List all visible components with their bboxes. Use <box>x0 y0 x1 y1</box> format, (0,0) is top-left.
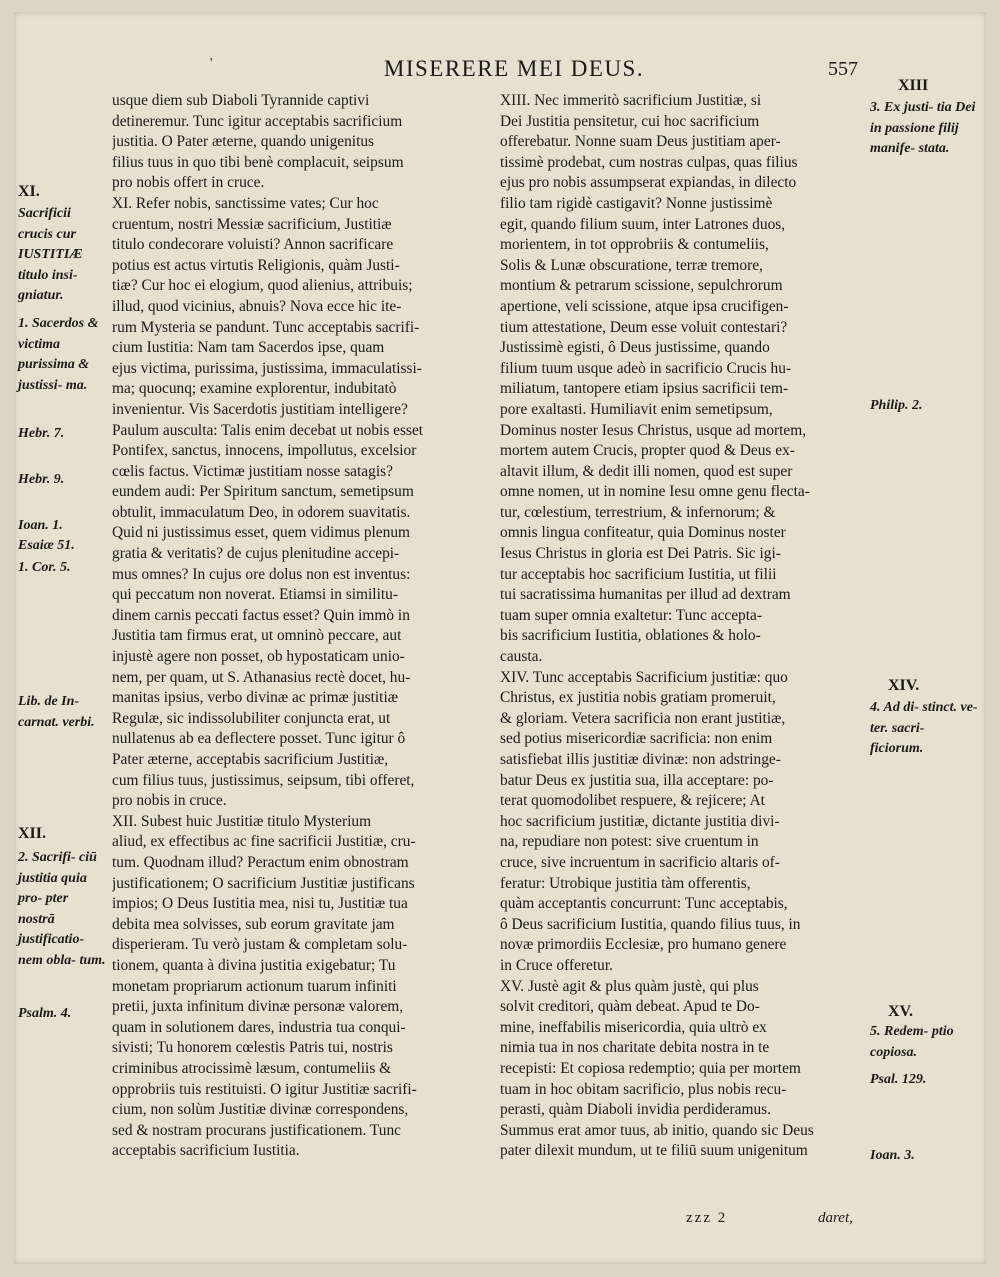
text-line: tur acceptabis hoc sacrificium Iustitia, ut filii <box>500 565 777 583</box>
text-line: Pater æterne, acceptabis sacrificium Justitiæ, <box>112 751 389 768</box>
text-line: omnis lingua confiteatur, quia Dominus noster <box>500 524 786 542</box>
text-line: illud, quod vicinius, abnuis? Nova ecce hic ite- <box>112 297 402 315</box>
text-line: ô Deus sacrificium Iustitia, quando filius tuus, in <box>500 915 801 933</box>
text-line: Christus, ex justitia nobis gratiam promeruit, <box>500 689 776 707</box>
margin-note-justitia: 2. Sacrifi- ciū justitia quia pro- pter nostrā justificatio- nem obla- tum. <box>18 850 106 968</box>
text-line: eundem audi: Per Spiritum sanctum, semetipsum <box>112 483 414 501</box>
text-line: sed & nostram procurans justificationem. Tunc <box>112 1121 401 1139</box>
text-line: filio tam rigidè castigavit? Nonne justissimè <box>500 194 773 212</box>
text-line: Dominus noster Iesus Christus, usque ad mortem, <box>500 421 807 439</box>
signature-mark: zzz 2 <box>686 1210 728 1226</box>
text-line: invenientur. Vis Sacerdotis justitiam intelligere? <box>112 400 408 418</box>
text-line: pro nobis in cruce. <box>112 792 227 810</box>
margin-numeral-xiv: XIV. <box>888 677 920 694</box>
text-line: nem, per quam, ut S. Athanasius rectè docet, hu- <box>112 668 411 686</box>
text-line: hoc sacrificium justitiæ, dictante justitia divi- <box>500 812 780 830</box>
text-line: detineremur. Tunc igitur acceptabis sacrificium <box>112 112 403 130</box>
text-line: tuam super omnia exaltetur: Tunc accepta- <box>500 606 762 624</box>
text-line: sed potius misericordiæ sacrificia: non enim <box>500 730 773 748</box>
text-line: potius est actus virtutis Religionis, quàm Justi- <box>112 256 400 274</box>
text-line: solvit creditori, quàm debeat. Apud te Do- <box>500 998 760 1016</box>
text-line: Justitia tam firmus erat, ut omninò peccare, aut <box>112 627 402 645</box>
margin-ref-ioan-3: Ioan. 3. <box>870 1148 915 1163</box>
page-title: MISERERE MEI DEUS. <box>383 56 645 81</box>
text-line: morientem, in tot opprobriis & contumeliis, <box>500 236 769 254</box>
text-line: filius tuus in quo tibi benè complacuit, seipsum <box>112 153 404 171</box>
margin-numeral-xv: XV. <box>888 1003 914 1020</box>
text-line: tui sacratissima humanitas per illud ad dextram <box>500 586 791 604</box>
text-line: Pontifex, sanctus, innocens, impollutus, excelsior <box>112 442 417 460</box>
text-line: obtulit, immaculatum Deo, in odorem suavitatis. <box>112 503 411 521</box>
text-line: cium Iustitia: Nam tam Sacerdos ipse, quam <box>112 339 385 357</box>
text-line: tuam in hoc obitam sacrificio, plus nobis recu- <box>500 1080 787 1098</box>
text-line: tionem, quanta à divina justitia exigebatur; Tu <box>112 956 396 974</box>
text-line: cum filius tuus, justissimus, seipsum, tibi offeret, <box>112 771 415 789</box>
margin-note-redemptio: 5. Redem- ptio copiosa. <box>870 1024 954 1060</box>
text-line: Solis & Lunæ obscuratione, terræ tremore, <box>500 256 763 274</box>
text-line: perasti, quàm Diaboli invidia perdideramus. <box>500 1101 771 1119</box>
text-line: offerebatur. Nonne suam Deus justitiam aper- <box>500 133 781 151</box>
text-line: titulo condecorare voluisti? Annon sacrificare <box>112 236 394 254</box>
text-line: ma; quocunq; examine explorentur, indubitatò <box>112 380 397 398</box>
text-line: justitia. O Pater æterne, quando unigenitus <box>112 133 375 151</box>
text-line: dinem carnis peccati factus esset? Quin immò in <box>112 606 410 624</box>
text-line: cruce, sive incruentum in sacrificio altaris of- <box>500 853 780 871</box>
text-line: novæ primordiis Ecclesiæ, pro humano genere <box>500 936 787 954</box>
text-line: cœlis factus. Victimæ justitiam nosse satagis? <box>112 462 393 480</box>
text-line: impios; O Deus Iustitia mea, nisi tu, Justitiæ tua <box>112 895 408 913</box>
text-line: pater dilexit mundum, ut te filiū suum unigenitum <box>500 1142 808 1160</box>
left-text-column <box>112 91 492 1162</box>
margin-note-ex-justitia: 3. Ex justi- tia Dei in passione filij manife- stata. <box>870 100 976 157</box>
text-line: tium attestatione, Deum esse voluit contestari? <box>500 318 788 336</box>
catchword: daret, <box>818 1210 853 1226</box>
text-line: rum Mysteria se pandunt. Tunc acceptabis sacrifi- <box>112 318 420 336</box>
text-line: terat quomodolibet respuere, & rejicere; At <box>500 792 765 810</box>
margin-ref-philip: Philip. 2. <box>870 398 923 413</box>
header-mark: ' <box>210 56 215 71</box>
text-line: mus omnes? In cujus ore dolus non est inventus: <box>112 565 411 583</box>
margin-ref-ioan-1: Ioan. 1. <box>18 518 63 533</box>
text-line: mortem autem Crucis, propter quod & Deus ex- <box>500 442 795 460</box>
text-line: acceptabis sacrificium Iustitia. <box>112 1142 300 1160</box>
text-line: recepisti: Et copiosa redemptio; quia per mortem <box>500 1059 801 1077</box>
text-line: injustè agere non posset, ob hypostaticam unio- <box>112 648 405 666</box>
margin-numeral-xi: XI. <box>18 183 40 200</box>
page-number: 557 <box>828 58 858 80</box>
text-line: criminibus atrocissimè læsum, contumeliis & <box>112 1059 392 1077</box>
text-line: Iesus Christus in gloria est Dei Patris. Sic igi- <box>500 545 781 563</box>
text-line: XV. Justè agit & plus quàm justè, qui plus <box>500 977 759 995</box>
text-line: gratia & veritatis? de cujus plenitudine accepi- <box>112 545 400 563</box>
text-line: justificationem; O sacrificium Justitiæ justificans <box>112 874 415 892</box>
text-line: nimia tua in nos charitate debita nostra in te <box>500 1039 770 1057</box>
text-line: Paulum ausculta: Talis enim decebat ut nobis esset <box>112 421 424 439</box>
text-line: pro nobis offert in cruce. <box>112 174 265 192</box>
text-line: causta. <box>500 648 543 666</box>
text-line: usque diem sub Diaboli Tyrannide captivi <box>112 92 370 109</box>
text-line: na, repudiare non potest: sive cruentum in <box>500 833 759 851</box>
margin-note-distinct: 4. Ad di- stinct. ve- ter. sacri- ficiorum. <box>870 700 978 757</box>
text-line: XI. Refer nobis, sanctissime vates; Cur hoc <box>112 194 379 212</box>
margin-note-sacrificii: Sacrificii crucis cur IUSTITIÆ titulo insi- gniatur. <box>18 206 83 304</box>
right-text-column <box>500 91 880 1162</box>
text-line: ejus pro nobis assumpserat expiandas, in dilecto <box>500 174 797 192</box>
margin-ref-psal-129: Psal. 129. <box>870 1072 927 1087</box>
text-line: XII. Subest huic Justitiæ titulo Mysterium <box>112 812 372 830</box>
text-line: omne nomen, ut in nomine Iesu omne genu flecta- <box>500 483 810 501</box>
text-line: miliatum, tantopere etiam ipsius sacrificii tem- <box>500 380 789 398</box>
text-line: batur Deus ex justitia sua, illa acceptare: po- <box>500 771 774 789</box>
text-line: cium, non solùm Justitiæ divinæ correspondens, <box>112 1101 409 1119</box>
text-line: sivisti; Tu honorem cœlestis Patris tui, nostris <box>112 1039 393 1057</box>
text-line: Summus erat amor tuus, ab initio, quando sic Deus <box>500 1121 814 1139</box>
text-line: aliud, ex effectibus ac fine sacrificii Justitiæ, cru- <box>112 833 416 851</box>
text-line: altavit illum, & dedit illi nomen, quod est super <box>500 462 793 480</box>
text-line: debita mea solvisses, sub eorum gravitate jam <box>112 915 395 933</box>
text-line: tum. Quodnam illud? Peractum enim obnostram <box>112 853 409 871</box>
margin-numeral-xii: XII. <box>18 825 47 842</box>
text-line: Dei Justitia pensitetur, cui hoc sacrificium <box>500 112 760 130</box>
text-line: monetam propriarum actionum tuarum infiniti <box>112 977 397 995</box>
text-line: in Cruce offeretur. <box>500 956 613 974</box>
text-line: XIV. Tunc acceptabis Sacrificium justitiæ: quo <box>500 668 788 686</box>
text-line: montium & petrarum scissione, sepulchrorum <box>500 277 783 295</box>
text-line: Regulæ, sic indissolubiliter conjuncta erat, ut <box>112 709 391 727</box>
text-line: tissimè prodebat, cum nostras culpas, quas filius <box>500 153 798 171</box>
text-line: & gloriam. Vetera sacrificia non erant justitiæ, <box>500 709 786 727</box>
text-line: filium tuum usque adeò in sacrificio Crucis hu- <box>500 359 792 377</box>
text-line: pore exaltasti. Humiliavit enim semetipsum, <box>500 400 773 418</box>
text-line: bis sacrificium Iustitia, oblationes & holo- <box>500 627 761 645</box>
margin-ref-cor: 1. Cor. 5. <box>18 560 71 575</box>
text-line: Justissimè egisti, ô Deus justissime, quando <box>500 339 770 357</box>
text-line: XIII. Nec immeritò sacrificium Justitiæ, si <box>500 92 762 109</box>
margin-ref-hebr-7: Hebr. 7. <box>18 426 65 441</box>
text-line: quam in solutionem dares, industria tua conqui- <box>112 1018 406 1036</box>
margin-ref-hebr-9: Hebr. 9. <box>18 472 65 487</box>
margin-numeral-xiii: XIII <box>898 77 929 94</box>
text-line: feratur: Utrobique justitia tàm offerentis, <box>500 874 751 892</box>
text-line: pretii, juxta infinitum divinæ personæ valorem, <box>112 998 404 1016</box>
text-line: Quid ni justissimus esset, quem vidimus plenum <box>112 524 410 542</box>
text-line: manitas ipsius, verbo divinæ ac primæ justitiæ <box>112 689 398 707</box>
text-line: egit, quando filium suum, inter Latrones duos, <box>500 215 786 233</box>
margin-ref-athanasius: Lib. de In- carnat. verbi. <box>18 694 95 730</box>
text-line: tiæ? Cur hoc ei elogium, quod alienius, attribuis; <box>112 277 413 295</box>
running-header <box>14 56 986 86</box>
book-page <box>14 12 986 1264</box>
margin-ref-esaiae: Esaiæ 51. <box>18 538 75 553</box>
text-line: satisfiebat illis justitiæ divinæ: non adstringe- <box>500 751 781 768</box>
text-line: disperieram. Tu verò justam & completam solu- <box>112 936 408 954</box>
text-line: opprobriis tuis restituisti. O igitur Justitiæ sacrifi- <box>112 1080 417 1098</box>
margin-ref-psalm-4: Psalm. 4. <box>18 1006 72 1021</box>
text-line: quàm acceptantis concurrunt: Tunc acceptabis, <box>500 895 788 913</box>
text-line: nullatenus ab ea deflectere posset. Tunc igitur ô <box>112 730 406 748</box>
margin-note-sacerdos: 1. Sacerdos & victima purissima & justissi- ma. <box>18 316 99 393</box>
text-line: tur, cœlestium, terrestrium, & infernorum; & <box>500 503 776 521</box>
text-line: apertione, veli scissione, atque ipsa crucifigen- <box>500 297 789 315</box>
text-line: cruentum, nostri Messiæ sacrificium, Justitiæ <box>112 215 392 233</box>
text-line: ejus victima, purissima, justissima, immaculatissi- <box>112 359 422 377</box>
text-line: qui peccatum non noverat. Etiamsi in similitu- <box>112 586 398 604</box>
text-line: mine, ineffabilis misericordia, quia ultrò ex <box>500 1018 767 1036</box>
